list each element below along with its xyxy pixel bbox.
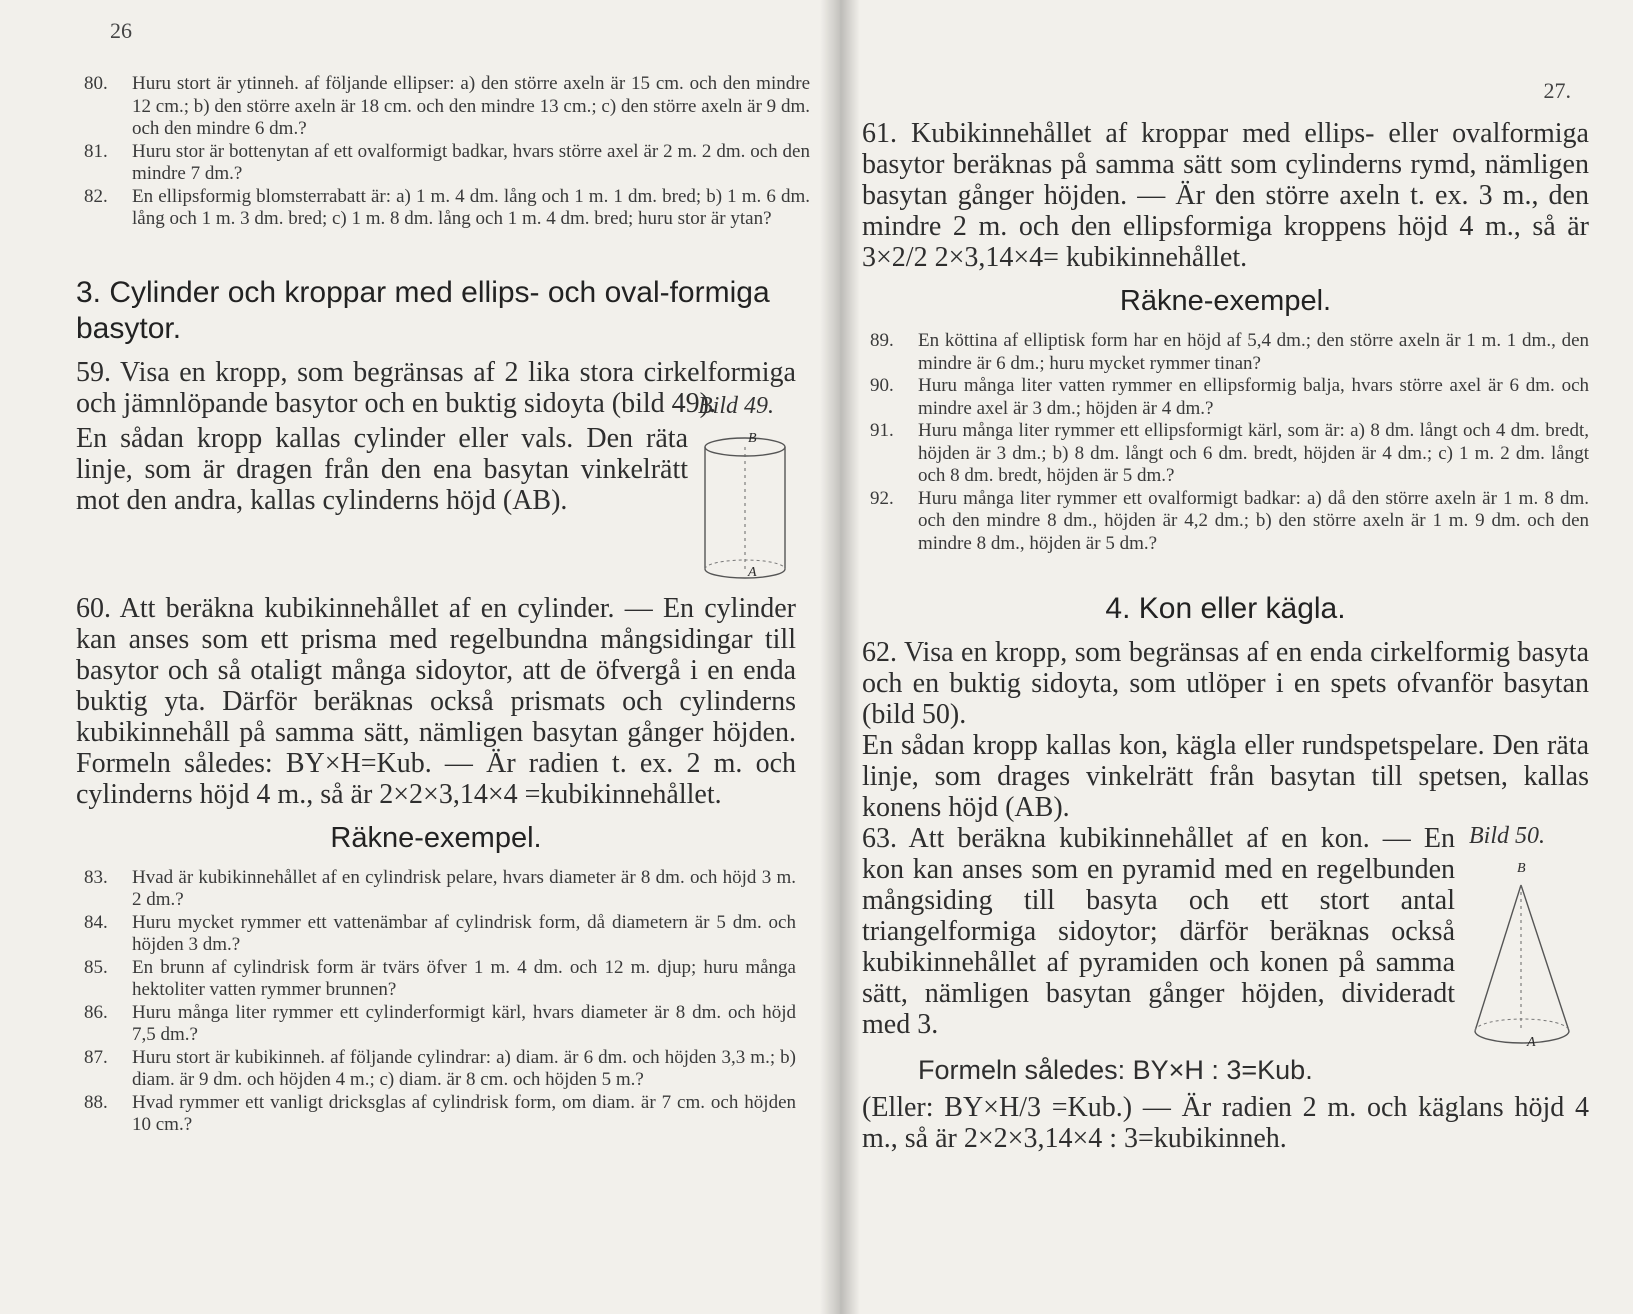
page-number: 27. [1543,78,1571,103]
paragraph-60: 60. Att beräkna kubikinnehållet af en cylinder. — En cylinder kan anses som ett prisma med regelbundna mångsidingar till basytor och så otaligt många sidoytor, att de öfvergå i en enda buktig yta. Därför beräknas också prismats och cylinderns kubikinnehåll på samma sätt, nämligen basytan gånger höjden. Formeln således: BY×H=Kub. — Är radien t. ex. 2 m. och cylinderns höjd 4 m., så är 2×2×3,14×4 =kubikinnehållet. [76,592,796,810]
exercise-number: 85. [84,956,108,978]
paragraph-62: 62. Visa en kropp, som begränsas af en enda cirkelformig basyta och en buktig sidoyta, som utlöper i en spets ofvanför basytan (bild 50). [862,637,1589,730]
paragraph-59: 59. Visa en kropp, som begränsas af 2 lika stora cirkelformiga och jämnlöpande basytor och en buktig sidoyta (bild 49). [76,356,796,419]
exercise-text: Hvad är kubikinnehållet af en cylindrisk pelare, hvars diameter är 8 dm. och höjd 3 m. 2 dm.? [132,866,796,910]
formula: Formeln således: BY×H : 3=Kub. [918,1055,1313,1085]
exercise-text: Huru många liter rymmer ett ellipsformigt kärl, som är: a) 8 dm. långt och 4 dm. bredt, höjden är 3 dm.; b) 8 dm. långt och 6 dm. bredt, höjden är 4 dm.; c) 1 m. 2 dm. långt och 8 dm. bredt, höjden är 5 dm.? [918,420,1589,486]
figure-label-a: A [1527,1035,1536,1050]
exercise-item [76,1092,796,1137]
exercise-item [862,488,1589,556]
exercise-item [76,867,796,912]
exercise-text: En brunn af cylindrisk form är tvärs öfver 1 m. 4 dm. och 12 m. djup; huru många hektoliter vatten rymmer brunnen? [132,956,796,1000]
exercise-number: 86. [84,1001,108,1023]
exercise-number: 88. [84,1091,108,1113]
figure-50 [1469,823,1589,1053]
cone-figure-icon [1469,881,1579,1056]
exercise-text: Huru många liter rymmer ett ovalformigt badkar: a) då den större axeln är 1 m. 8 dm. och den mindre 8 dm., höjden är 4,2 dm.; b) den större axeln är 1 m. 9 dm. och den mindre 8 dm., höjden är 5 dm.? [918,487,1589,554]
section-heading: 4. Kon eller kägla. [1105,592,1346,625]
exercise-text: Huru stort är ytinneh. af följande ellipser: a) den större axeln är 15 cm. och den mindre 12 cm.; b) den större axeln är 18 cm. och den mindre 13 cm.; c) den större axeln är 9 dm. och den mindre 6 dm.? [132,73,810,139]
exercise-text: En ellipsformig blomsterrabatt är: a) 1 m. 4 dm. lång och 1 m. 1 dm. bred; b) 1 m. 6 dm. lång och 1 m. 3 dm. bred; c) 1 m. 8 dm. lång och 1 m. 4 dm. bred; huru stor är ytan? [132,185,810,229]
exercise-number: 91. [870,420,894,441]
exercise-list-top [76,73,810,231]
exercise-text: Hvad rymmer ett vanligt dricksglas af cylindrisk form, om diam. är 7 cm. och höjden 10 cm.? [132,1091,796,1135]
exercise-number: 83. [84,866,108,888]
book-gutter [820,0,860,1314]
paragraph-62-continued: En sådan kropp kallas kon, kägla eller rundspetspelare. Den räta linje, som drages vinkelrätt från basytan till spetsen, kallas konens höjd (AB). [862,730,1589,823]
figure-label-b: B [1517,861,1526,876]
exercise-number: 92. [870,487,894,509]
figure-caption: Bild 49. [698,392,774,419]
exercise-number: 87. [84,1046,108,1068]
exercise-item [76,912,796,957]
exercise-number: 90. [870,375,894,396]
page-number: 26 [110,18,132,43]
exercise-text: Huru många liter rymmer ett cylinderformigt kärl, hvars diameter är 8 dm. och höjd 7,5 dm.? [132,1001,796,1045]
subheading-rakne-exempel: Räkne-exempel. [1119,285,1332,317]
figure-49 [698,392,810,593]
exercise-number: 80. [84,73,108,94]
figure-label-a: A [748,564,757,580]
exercise-list-bottom [76,867,796,1137]
exercise-text: Huru stor är bottenytan af ett ovalformigt badkar, hvars större axel är 2 m. 2 dm. och den mindre 7 dm.? [132,140,810,184]
exercise-item [76,73,810,141]
section-heading: 3. Cylinder och kroppar med ellips- och oval-formiga basytor. [76,275,770,345]
exercise-item [76,141,810,186]
exercise-text: En köttina af elliptisk form har en höjd af 5,4 dm.; den större axeln är 1 m. 1 dm., den mindre är 6 dm.; huru mycket rymmer tinan? [918,330,1589,374]
exercise-item [76,957,796,1002]
figure-caption: Bild 50. [1469,823,1545,849]
exercise-item [862,420,1589,488]
exercise-number: 89. [870,330,894,351]
figure-label-b: B [748,430,757,446]
exercise-item [76,1002,796,1047]
paragraph-61: 61. Kubikinnehållet af kroppar med ellips- eller ovalformiga basytor beräknas på samma sätt som cylinderns rymd, nämligen basytan gånger höjden. — Är den större axeln t. ex. 3 m., den mindre 2 m. och den ellipsformiga kroppens höjd 4 m., så är 3×2/2 2×3,14×4= kubikinnehållet. [862,118,1589,273]
exercise-number: 84. [84,911,108,933]
exercise-text: Huru mycket rymmer ett vattenämbar af cylindrisk form, då diametern är 5 dm. och höjden 3 dm.? [132,911,796,955]
paragraph-59-continued: En sådan kropp kallas cylinder eller vals. Den räta linje, som är dragen från den ena basytan vinkelrätt mot den andra, kallas cylinderns höjd (AB). [76,422,688,516]
exercise-item [862,375,1589,420]
exercise-item [862,330,1589,375]
exercise-text: Huru många liter vatten rymmer en ellipsformig balja, hvars större axel är 6 dm. och mindre axel är 3 dm.; höjden är 4 dm.? [918,375,1589,419]
exercise-text: Huru stort är kubikinneh. af följande cylindrar: a) diam. är 6 dm. och höjden 3,3 m.; b) diam. är 9 dm. och höjden 4 m.; c) diam. är 8 cm. och höjden 5 m.? [132,1046,796,1090]
right-page [840,0,1633,1314]
formula-alternative: (Eller: BY×H/3 =Kub.) — Är radien 2 m. och käglans höjd 4 m., så är 2×2×3,14×4 : 3=kubikinneh. [862,1092,1589,1154]
exercise-number: 82. [84,185,108,207]
subheading-rakne-exempel: Räkne-exempel. [330,821,542,854]
exercise-list [862,330,1589,555]
exercise-item [76,186,810,231]
exercise-number: 81. [84,140,108,162]
exercise-item [76,1047,796,1092]
paragraph-63: 63. Att beräkna kubikinnehållet af en kon. — En kon kan anses som en pyramid med en regelbunden mångsiding till basyta och ett stort antal triangelformiga sidoytor; därför beräknas också kubikinnehållet af pyramiden och konen på samma sätt, nämligen basytan gånger höjden, divideradt med 3. [862,823,1455,1040]
